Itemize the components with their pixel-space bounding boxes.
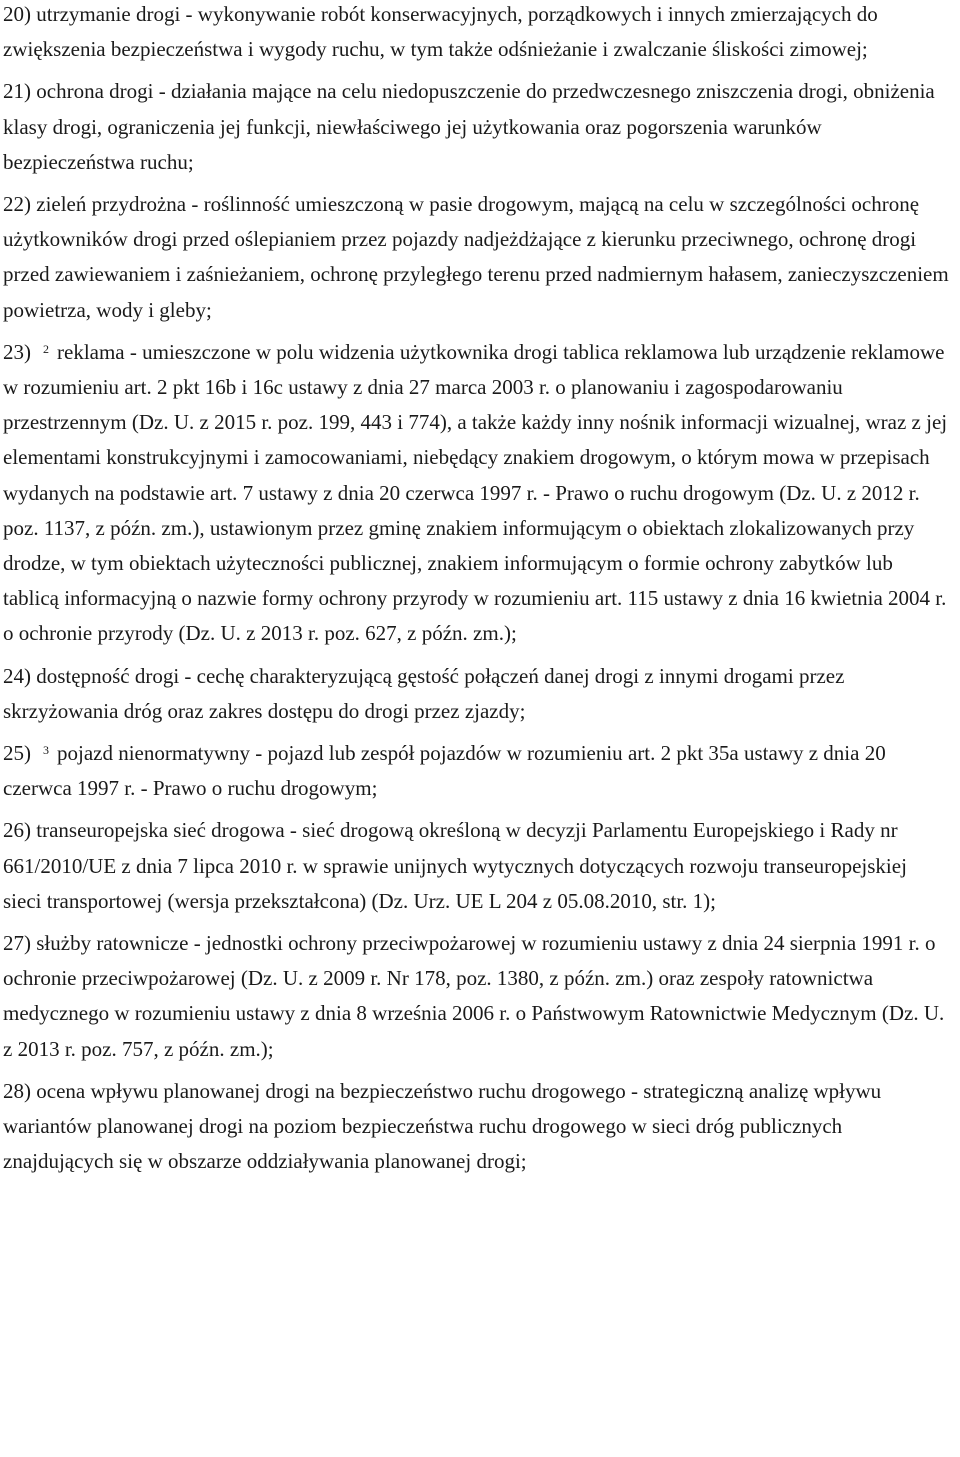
item-text: służby ratownicze - jednostki ochrony przeciwpożarowej w rozumieniu [36,931,643,956]
definition-item-27 [3,926,950,1067]
item-text: Parlamentu Europejskiego i Rady nr 661/2010/UE z dnia 7 lipca 2010 r. w sprawie unijnych wytycznych dotyczących rozwoju transeuropejskiej sieci transportowej (wersja przekształcona) (Dz. Urz. UE L 204 z 05.08.2010, str. 1); [3,818,907,913]
item-text: ochrona drogi - działania mające na celu niedopuszczenie do przedwczesnego zniszczenia drogi, obniżenia klasy drogi, ograniczenia jej funkcji, niewłaściwego jej użytkowania oraz pogorszenia warunków bezpieczeństwa ruchu; [3,79,935,174]
footnote-marker: 2 [43,341,49,356]
item-number: 22) [3,192,31,217]
item-text: ; [510,621,517,646]
legal-reference-link[interactable]: ustawy [642,931,703,956]
legal-reference-link[interactable]: decyzji [526,818,587,843]
item-text: reklama - umieszczone w polu widzenia użytkownika drogi tablica reklamowa lub urządzenie reklamowe w rozumieniu [3,339,945,400]
item-number: 27) [3,931,31,956]
item-text: zieleń przydrożna - roślinność umieszczoną w pasie drogowym, mającą na celu w szczególności ochronę użytkowników drogi przed oślepianiem przez pojazdy nadjeżdżające z kierunku przeciwnego, ochronę drogi przed zawiewaniem i zaśnieżaniem, ochronę przyległego terenu przed nadmiernym hałasem, zanieczyszczeniem powietrza, wody i gleby; [3,192,949,322]
item-text: ocena wpływu planowanej drogi na bezpieczeństwo ruchu drogowego - strategiczną analizę wpływu wariantów planowanej drogi na poziom bezpieczeństwa ruchu drogowego w sieci dróg publicznych znajdujących się w obszarze oddziaływania planowanej drogi; [3,1078,882,1174]
legal-reference-link[interactable]: art. 2 pkt 35a ustawy z dnia 20 czerwca 1997 r. - Prawo o ruchu drogowym [3,741,886,801]
item-number: 25) [3,741,31,766]
definition-item-25 [3,736,950,806]
footnote-marker: 3 [43,743,49,758]
definition-item-23 [3,335,950,652]
item-text: , a także każdy inny nośnik informacji wizualnej, wraz z jej elementami konstrukcyjnymi i zamocowaniami, niebędący znakiem drogowym, o którym mowa w przepisach wydanych na podstawie [3,410,948,505]
item-text: utrzymanie drogi - wykonywanie robót konserwacyjnych, porządkowych i innych zmierzających do zwiększenia bezpieczeństwa i wygody ruchu, w tym także odśnieżanie i zwalczanie śliskości zimowej; [3,2,878,62]
item-text: , ustawionym przez gminę znakiem informującym o obiektach zlokalizowanych przy drodze, w tym obiektach użyteczności publicznej, znakiem informującym o formie ochrony zabytków lub tablicą informacyjną o nazwie formy ochrony przyrody w rozumieniu [3,515,915,611]
definition-item-21 [3,74,950,180]
legal-reference-link[interactable]: art. 115 ustawy z dnia 16 kwietnia 2004 r. o ochronie przyrody (Dz. U. z 2013 r. poz. 627, z późn. zm.) [3,586,947,646]
item-number: 23) [3,339,31,364]
legal-reference-link[interactable]: ustawy [235,1001,296,1026]
item-text: transeuropejska sieć drogowa - sieć drogową określoną w [36,818,527,843]
item-number: 26) [3,818,31,843]
item-number: 24) [3,663,31,688]
item-text: ; [371,776,378,801]
legal-reference-link[interactable]: art. 7 ustawy z dnia 20 czerwca 1997 r. - Prawo o ruchu drogowym (Dz. U. z 2012 r. poz. 1137, z późn. zm.) [3,480,920,540]
definition-item-28 [3,1074,950,1180]
item-text: dostępność drogi - cechę charakteryzującą gęstość połączeń danej drogi z innymi drogami przez skrzyżowania dróg oraz zakres dostępu do drogi przez zjazdy; [3,663,845,723]
definition-item-24 [3,659,950,729]
item-text: z dnia 8 września 2006 r. o Państwowym Ratownictwie Medycznym (Dz. U. z 2013 r. poz. 757, z późn. zm.); [3,1001,945,1061]
legal-reference-link[interactable]: art. 2 pkt 16b i 16c ustawy z dnia 27 marca 2003 r. o planowaniu i zagospodarowaniu przestrzennym (Dz. U. z 2015 r. poz. 199, 443 i 774) [3,375,843,435]
item-text: z dnia 24 sierpnia 1991 r. o ochronie przeciwpożarowej (Dz. U. z 2009 r. Nr 178, poz. 1380, z późn. zm.) oraz zespoły ratownictwa medycznego w rozumieniu [3,931,936,1026]
item-text: pojazd nienormatywny - pojazd lub zespół pojazdów w rozumieniu [57,741,628,766]
item-number: 21) [3,79,31,104]
item-number: 20) [3,2,31,26]
definition-item-22 [3,187,950,328]
definition-item-20 [3,0,950,67]
item-number: 28) [3,1078,31,1103]
definition-item-26 [3,813,950,919]
